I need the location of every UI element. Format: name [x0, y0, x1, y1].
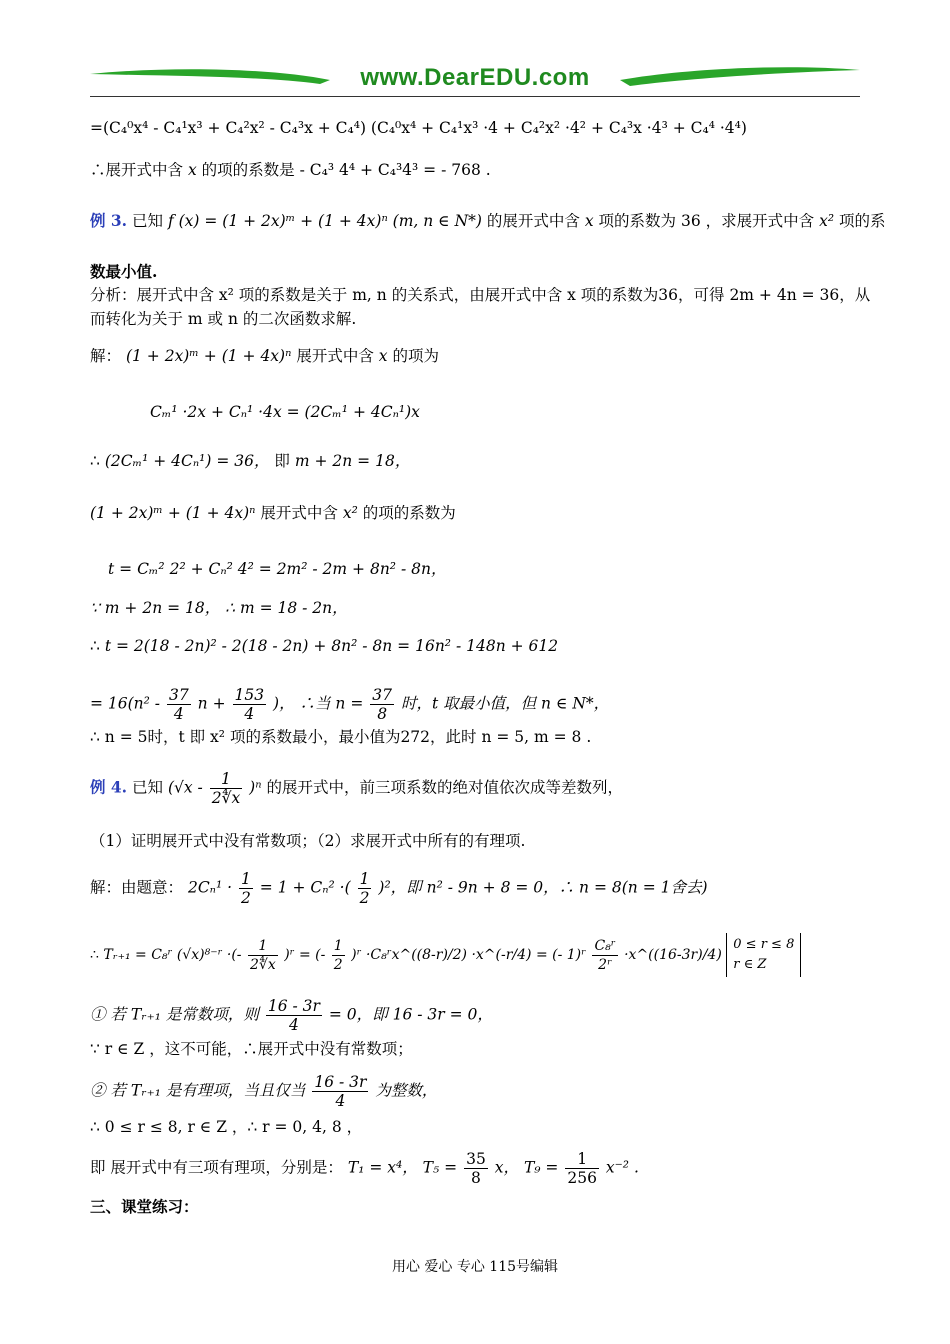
case1-conclusion: ∵ r ∈ Z ，这不可能，∴展开式中没有常数项；	[90, 1040, 413, 1058]
example4-solution-line1	[90, 870, 708, 907]
solution-line8	[90, 686, 609, 723]
denominator: 4	[335, 1092, 346, 1110]
fraction	[167, 686, 191, 723]
fraction	[464, 1150, 488, 1187]
text: 项的系	[839, 212, 886, 230]
page-footer: 用心 爱心 专心 115号编辑	[391, 1259, 559, 1275]
numerator: 1	[210, 770, 242, 789]
text: 解：	[90, 347, 122, 365]
expression: = 0，即 16 - 3r = 0，	[328, 1005, 493, 1024]
numerator: 16 - 3r	[314, 1073, 367, 1091]
fraction	[370, 686, 394, 723]
solution-line5: t = Cₘ² 2² + Cₙ² 4² = 2m² - 2m + 8n² - 8n，	[108, 560, 447, 578]
text: 的展开式中含	[486, 212, 580, 230]
expression: (√x -	[167, 778, 203, 797]
numerator: 1	[565, 1150, 599, 1169]
numerator: 1	[359, 870, 370, 888]
var-x: x	[187, 161, 197, 179]
term: x⁻² .	[605, 1158, 639, 1177]
var-x2: x²	[819, 212, 835, 230]
site-name: www.DearEDU.com	[360, 64, 590, 91]
denominator: 4	[288, 1016, 299, 1034]
example-label: 例 3.	[90, 211, 128, 230]
text: 的项为	[392, 347, 439, 365]
fraction	[358, 870, 372, 907]
expression: ·x^((16-3r)/4)	[624, 947, 722, 963]
text: 展开式中含	[260, 504, 338, 522]
term: T₉ =	[523, 1158, 559, 1177]
fraction	[565, 1150, 599, 1187]
therefore-symbol: ∴	[90, 947, 99, 963]
denominator: 2∜x	[211, 789, 241, 807]
text: ，求展开式中含	[705, 212, 815, 230]
expression: ① 若 Tᵣ₊₁ 是常数项，则	[90, 1005, 259, 1024]
text: 即	[274, 452, 290, 470]
therefore-symbol: ∴	[90, 452, 100, 470]
condition-box	[726, 933, 801, 977]
expression: n +	[197, 694, 226, 713]
expression: (1 + 2x)ᵐ + (1 + 4x)ⁿ	[90, 504, 256, 522]
case1-line	[90, 997, 493, 1034]
text: ∴展开式中含	[90, 161, 184, 179]
expression: 2Cₙ¹ ·	[187, 878, 233, 897]
text: 的项的系数是	[201, 161, 295, 179]
condition: 0 ≤ r ≤ 8	[733, 937, 795, 952]
solution-line1	[90, 346, 439, 366]
denominator: 2	[359, 889, 370, 907]
header-banner	[90, 60, 860, 96]
numerator: 153	[234, 686, 265, 704]
expression: Tᵣ₊₁ = C₈ʳ (√x)⁸⁻ʳ ·(-	[103, 947, 242, 963]
fraction	[266, 997, 322, 1034]
example3-line2: 数最小值.	[90, 262, 158, 281]
fraction	[592, 937, 617, 974]
term: x，	[494, 1158, 519, 1177]
section-heading: 三、课堂练习：	[90, 1197, 199, 1216]
expression: )²，即 n² - 9n + 8 = 0，∴ n = 8(n = 1舍去)	[378, 878, 708, 897]
fraction	[248, 937, 278, 974]
expression: )， ∴当 n =	[273, 694, 364, 713]
var-x: x	[378, 347, 388, 365]
denominator: 4	[244, 705, 255, 723]
numerator: 37	[372, 686, 393, 704]
denominator: 2	[333, 956, 343, 973]
numerator: 37	[168, 686, 189, 704]
rational-terms-line	[90, 1150, 639, 1187]
r-values-line: ∴ 0 ≤ r ≤ 8, r ∈ Z ，∴ r = 0, 4, 8 ，	[90, 1118, 363, 1136]
numerator: 1	[333, 937, 343, 954]
denominator: 256	[567, 1169, 597, 1187]
expression: )ⁿ	[249, 778, 262, 797]
text: 的展开式中，前三项系数的绝对值依次成等差数列，	[266, 778, 623, 797]
analysis-line2: 而转化为关于 m 或 n 的二次函数求解.	[90, 310, 357, 328]
expression: )ʳ = (-	[284, 947, 326, 963]
solution-line3	[90, 451, 410, 471]
expression: ② 若 Tᵣ₊₁ 是有理项，当且仅当	[90, 1081, 306, 1100]
denominator: 2	[240, 889, 251, 907]
expansion-line: =(C₄⁰x⁴ - C₄¹x³ + C₄²x² - C₄³x + C₄⁴) (C₄⁰x⁴ + C₄¹x³ ·4 + C₄²x² ·4² + C₄³x ·4³ + C₄⁴ ·4⁴)	[90, 119, 747, 137]
fraction	[210, 770, 242, 807]
solution-line6: ∵ m + 2n = 18， ∴ m = 18 - 2n，	[90, 599, 348, 617]
term: T₁ = x⁴，	[347, 1158, 418, 1177]
solution-line9: ∴ n = 5时，t 即 x² 项的系数最小，最小值为272，此时 n = 5, m = 8 .	[90, 728, 592, 746]
general-term-line	[90, 933, 801, 977]
expression: = 16(n² -	[90, 694, 161, 713]
numerator: C₈ʳ	[594, 937, 616, 954]
text: 已知	[132, 212, 164, 230]
text: 解：由题意：	[90, 878, 184, 897]
example3-line	[90, 211, 886, 231]
analysis-line1: 分析：展开式中含 x² 项的系数是关于 m, n 的关系式，由展开式中含 x 项的系数为36，可得 2m + 4n = 36，从	[90, 286, 871, 304]
fraction	[239, 870, 253, 907]
solution-line2: Cₘ¹ ·2x + Cₙ¹ ·4x = (2Cₘ¹ + 4Cₙ¹)x	[150, 403, 420, 421]
denominator: 4	[173, 705, 184, 723]
expression: )ʳ ·C₈ʳx^((8-r)/2) ·x^(-r/4) = (- 1)ʳ	[351, 947, 587, 963]
example-label: 例 4.	[90, 777, 128, 797]
text: 已知	[132, 778, 164, 797]
numerator: 1	[248, 937, 278, 956]
denominator: 8	[377, 705, 388, 723]
solution-line7	[90, 636, 558, 656]
expression: 时，t 取最小值，但 n ∈ N*，	[400, 694, 610, 713]
var-x2: x²	[342, 504, 358, 522]
denominator: 8	[471, 1169, 481, 1187]
fraction	[233, 686, 267, 723]
solution-line4	[90, 503, 456, 523]
text: 即 展开式中有三项有理项，分别是：	[90, 1158, 343, 1177]
fraction	[332, 937, 345, 974]
fraction	[312, 1073, 368, 1110]
header-rule	[90, 96, 860, 97]
numerator: 16 - 3r	[267, 997, 320, 1015]
expression: (1 + 2x)ᵐ + (1 + 4x)ⁿ	[125, 347, 292, 365]
text: 项的系数为	[598, 212, 677, 230]
function-def: f (x) = (1 + 2x)ᵐ + (1 + 4x)ⁿ (m, n ∈ N*)	[167, 212, 482, 230]
numerator: 1	[240, 870, 251, 888]
value-36: 36	[680, 212, 701, 230]
var-x: x	[584, 212, 594, 230]
condition: r ∈ Z	[733, 957, 767, 972]
example4-line	[90, 770, 623, 807]
text: 展开式中含	[296, 347, 374, 365]
expression: m + 2n = 18，	[294, 452, 411, 470]
expression: t = 2(18 - 2n)² - 2(18 - 2n) + 8n² - 8n = 16n² - 148n + 612	[104, 637, 559, 655]
denominator: 2ʳ	[598, 956, 612, 973]
therefore-symbol: ∴	[90, 637, 100, 655]
numerator: 35	[466, 1150, 486, 1168]
coefficient-line	[90, 160, 491, 180]
question-line: （1）证明展开式中没有常数项；（2）求展开式中所有的有理项.	[90, 832, 526, 850]
case2-line	[90, 1073, 437, 1110]
denominator: 2∜x	[250, 956, 276, 973]
expression: 为整数，	[375, 1081, 438, 1100]
text: 的项的系数为	[362, 504, 456, 522]
expression: = 1 + Cₙ² ·(	[259, 878, 351, 897]
expression: (2Cₘ¹ + 4Cₙ¹) = 36，	[104, 452, 270, 470]
coefficient-result: - C₄³ 4⁴ + C₄³4³ = - 768 .	[299, 161, 491, 179]
term: T₅ =	[422, 1158, 458, 1177]
